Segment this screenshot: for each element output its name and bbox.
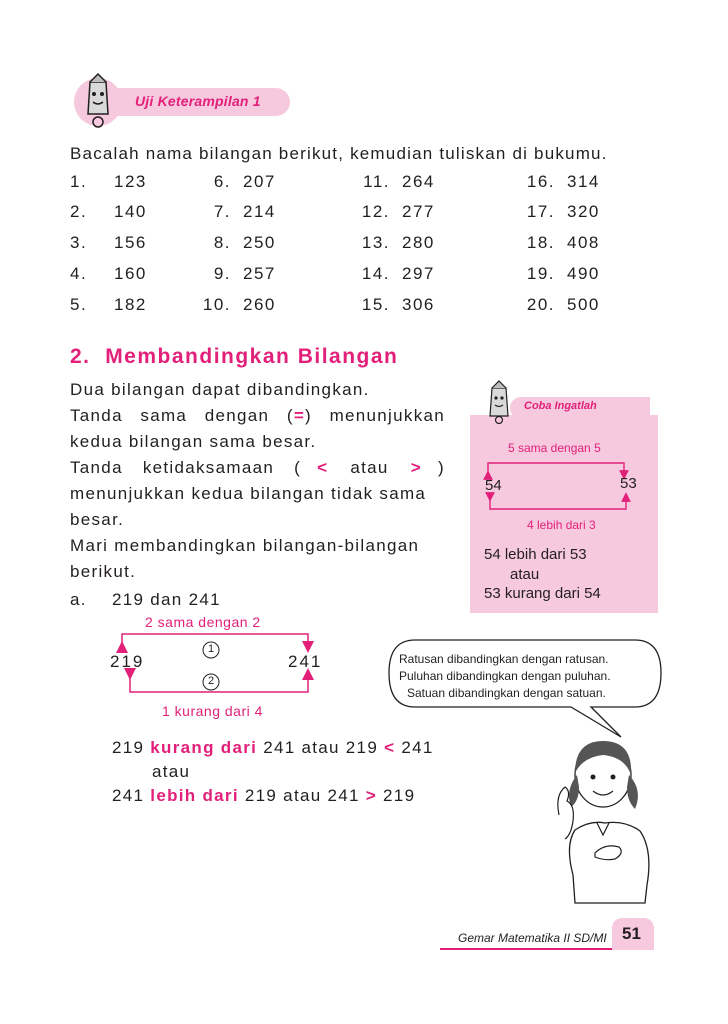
exercise-number: 10. — [202, 295, 231, 314]
remember-title: Coba Ingatlah — [524, 400, 597, 412]
example-label: a. — [70, 590, 87, 609]
example-title: 219 dan 241 — [112, 590, 221, 609]
paragraph-line: Mari membandingkan bilangan-bilangan — [70, 536, 420, 555]
exercise-row — [70, 264, 650, 288]
exercise-number: 1. — [70, 172, 88, 191]
exercise-row — [70, 233, 650, 257]
exercise-value: 314 — [567, 172, 600, 191]
exercise-number: 17. — [526, 202, 555, 221]
exercise-value: 500 — [567, 295, 600, 314]
exercise-value: 280 — [402, 233, 435, 252]
remember-top-note: 5 sama dengan 5 — [508, 441, 601, 455]
circle-label: 1 — [208, 643, 215, 655]
exercise-value: 160 — [114, 264, 147, 283]
exercise-value: 408 — [567, 233, 600, 252]
exercise-value: 214 — [243, 202, 276, 221]
result-line: 219 kurang dari 241 atau 219 < 241 — [112, 738, 434, 757]
paragraph-line: Tanda ketidaksamaan ( < atau > ) — [70, 458, 445, 477]
remember-bottom-note: 4 lebih dari 3 — [527, 518, 596, 532]
exercise-number: 11. — [363, 172, 390, 191]
left-number: 219 — [110, 652, 145, 671]
exercise-row — [70, 202, 650, 226]
result-atau: atau — [152, 762, 191, 781]
speech-line: Satuan dibandingkan dengan satuan. — [407, 686, 606, 700]
paragraph-line: Dua bilangan dapat dibandingkan. — [70, 380, 370, 399]
exercise-number: 20. — [526, 295, 555, 314]
exercise-number: 8. — [213, 233, 231, 252]
exercise-number: 6. — [213, 172, 231, 191]
book-title: Gemar Matematika II SD/MI — [458, 931, 607, 945]
exercise-value: 306 — [402, 295, 435, 314]
right-number: 241 — [288, 652, 323, 671]
section-number: 2. — [70, 345, 91, 368]
exercise-value: 156 — [114, 233, 147, 252]
paragraph-line: Tanda sama dengan (=) menunjukkan — [70, 406, 446, 425]
exercise-number: 13. — [361, 233, 390, 252]
girl-illustration — [535, 735, 665, 905]
section-title — [70, 345, 398, 369]
exercise-value: 257 — [243, 264, 276, 283]
paragraph-line: kedua bilangan sama besar. — [70, 432, 317, 451]
exercise-number: 7. — [213, 202, 231, 221]
bottom-note: 1 kurang dari 4 — [162, 703, 263, 719]
mascot-icon — [480, 378, 522, 424]
exercise-number: 9. — [213, 264, 231, 283]
exercise-row — [70, 172, 650, 196]
exercise-value: 264 — [402, 172, 435, 191]
exercise-number: 2. — [70, 202, 88, 221]
exercise-value: 140 — [114, 202, 147, 221]
remember-line: 53 kurang dari 54 — [484, 585, 601, 602]
exercise-number: 18. — [526, 233, 555, 252]
exercise-value: 320 — [567, 202, 600, 221]
remember-left-number: 54 — [485, 477, 502, 494]
top-note: 2 sama dengan 2 — [145, 614, 261, 630]
footer-rule — [440, 948, 620, 950]
exercise-number: 12. — [361, 202, 390, 221]
result-line: 241 lebih dari 219 atau 241 > 219 — [112, 786, 416, 805]
instruction-text: Bacalah nama bilangan berikut, kemudian tuliskan di bukumu. — [70, 144, 608, 163]
remember-right-number: 53 — [620, 475, 637, 492]
exercise-value: 123 — [114, 172, 147, 191]
exercise-value: 182 — [114, 295, 147, 314]
exercise-number: 19. — [526, 264, 555, 283]
paragraph-line: berikut. — [70, 562, 137, 581]
exercise-number: 15. — [361, 295, 390, 314]
remember-line: atau — [510, 566, 540, 583]
page-number: 51 — [622, 924, 641, 943]
paragraph-line: menunjukkan kedua bilangan tidak sama — [70, 484, 427, 503]
remember-line: 54 lebih dari 53 — [484, 546, 587, 563]
paragraph-line: besar. — [70, 510, 125, 529]
circle-label: 2 — [208, 675, 215, 687]
exercise-value: 490 — [567, 264, 600, 283]
speech-line: Ratusan dibandingkan dengan ratusan. — [399, 652, 609, 666]
speech-line: Puluhan dibandingkan dengan puluhan. — [399, 669, 611, 683]
exercise-value: 277 — [402, 202, 435, 221]
exercise-value: 250 — [243, 233, 276, 252]
mascot-icon — [72, 70, 124, 132]
exercise-number: 4. — [70, 264, 88, 283]
exercise-number: 3. — [70, 233, 88, 252]
exercise-value: 260 — [243, 295, 276, 314]
exercise-row — [70, 295, 650, 319]
exercise-number: 14. — [361, 264, 390, 283]
exercise-number: 5. — [70, 295, 88, 314]
section-title-text: Membandingkan Bilangan — [105, 345, 399, 368]
exercise-number: 16. — [526, 172, 555, 191]
exercise-value: 207 — [243, 172, 276, 191]
exercise-title: Uji Keterampilan 1 — [135, 93, 261, 109]
exercise-value: 297 — [402, 264, 435, 283]
